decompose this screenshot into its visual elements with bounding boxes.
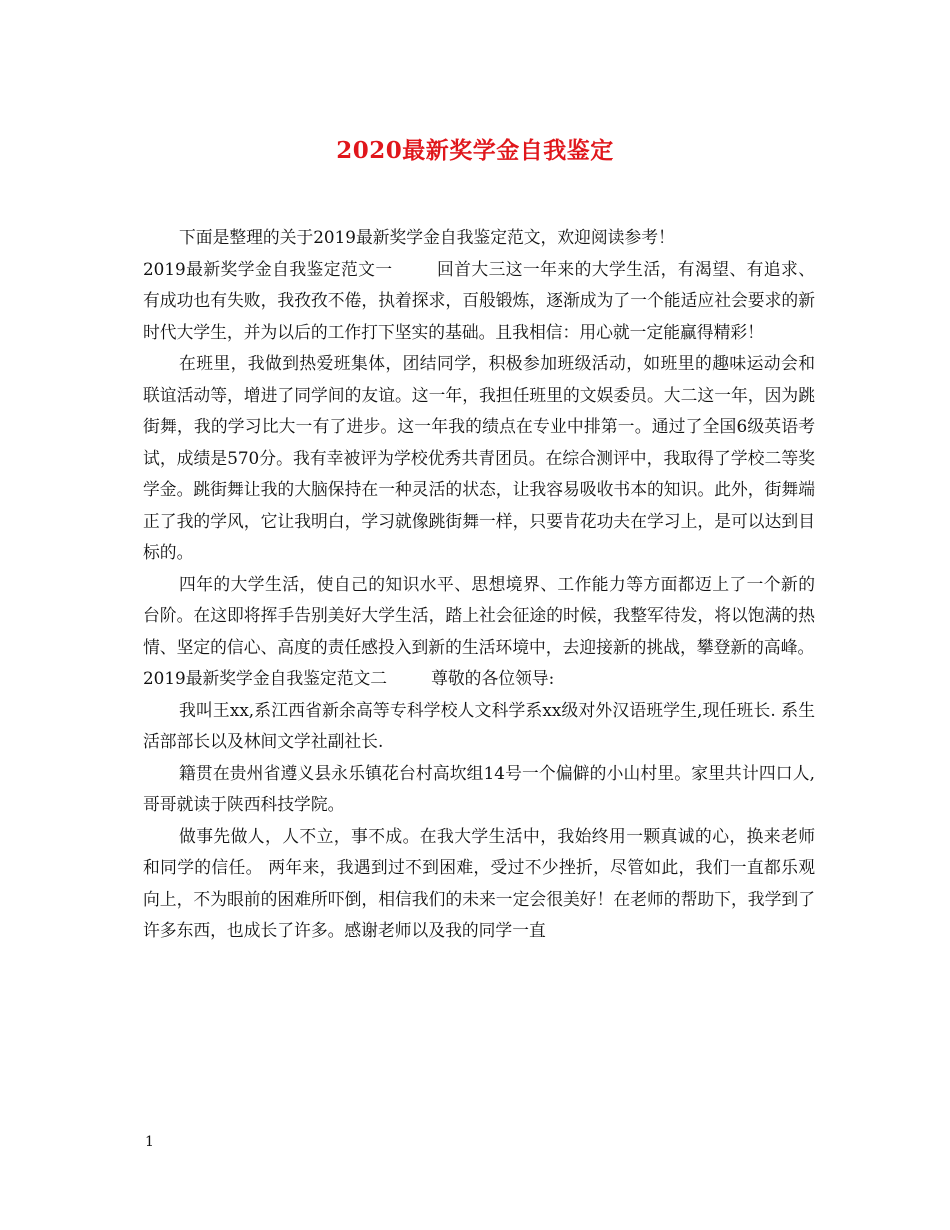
conduct-paragraph: 做事先做人，人不立，事不成。在我大学生活中，我始终用一颗真诚的心，换来老师和同学的信任。 两年来，我遇到过不到困难，受过不少挫折，尽管如此，我们一直都乐观向上，不为眼前的困难所吓倒，相信我们的未来一定会很美好！在老师的帮助下，我学到了许多东西，也成长了许多。感谢老师以及我的同学一直: [143, 825, 815, 940]
sample-two-salutation: 尊敬的各位领导:: [431, 668, 555, 688]
sample-one-opening: 回首大三这一年来的大学生活，有渴望、有追求、有成功也有失败，我孜孜不倦，执着探求，百般锻炼，逐渐成为了一个能适应社会要求的新时代大学生，并为以后的工作打下坚实的基础。且我相信：用心就一定能赢得精彩！: [143, 258, 815, 342]
sample-two-heading: 2019最新奖学金自我鉴定范文二: [143, 668, 388, 688]
page-number: 1: [145, 1134, 154, 1150]
hometown-paragraph: 籍贯在贵州省遵义县永乐镇花台村高坎组14号一个偏僻的小山村里。家里共计四口人,哥哥就读于陕西科技学院。: [143, 762, 815, 814]
intro-paragraph: 下面是整理的关于2019最新奖学金自我鉴定范文，欢迎阅读参考！: [179, 227, 675, 247]
self-intro-paragraph: 我叫王xx,系江西省新余高等专科学校人文科学系xx级对外汉语班学生,现任班长. 系生活部部长以及林间文学社副社长.: [143, 699, 815, 751]
sample-one-heading: 2019最新奖学金自我鉴定范文一: [143, 258, 393, 279]
university-life-paragraph: 四年的大学生活，使自己的知识水平、思想境界、工作能力等方面都迈上了一个新的台阶。在这即将挥手告别美好大学生活，踏上社会征途的时候，我整军待发，将以饱满的热情、坚定的信心、高度的责任感投入到新的生活环境中，去迎接新的挑战，攀登新的高峰。: [143, 573, 815, 657]
document-body: [143, 222, 815, 947]
document-title: 2020最新奖学金自我鉴定: [336, 137, 614, 164]
class-activities-paragraph: 在班里，我做到热爱班集体，团结同学，积极参加班级活动，如班里的趣味运动会和联谊活动等，增进了同学间的友谊。这一年，我担任班里的文娱委员。大二这一年，因为跳街舞，我的学习比大一有了进步。这一年我的绩点在专业中排第一。通过了全国6级英语考试，成绩是570分。我有幸被评为学校优秀共青团员。在综合测评中，我取得了学校二等奖学金。跳街舞让我的大脑保持在一种灵活的状态，让我容易吸收书本的知识。此外，街舞端正了我的学风，它让我明白，学习就像跳街舞一样，只要肯花功夫在学习上，是可以达到目标的。: [143, 353, 815, 562]
sample-two-paragraph: [143, 663, 815, 695]
sample-one-paragraph: [143, 254, 815, 349]
